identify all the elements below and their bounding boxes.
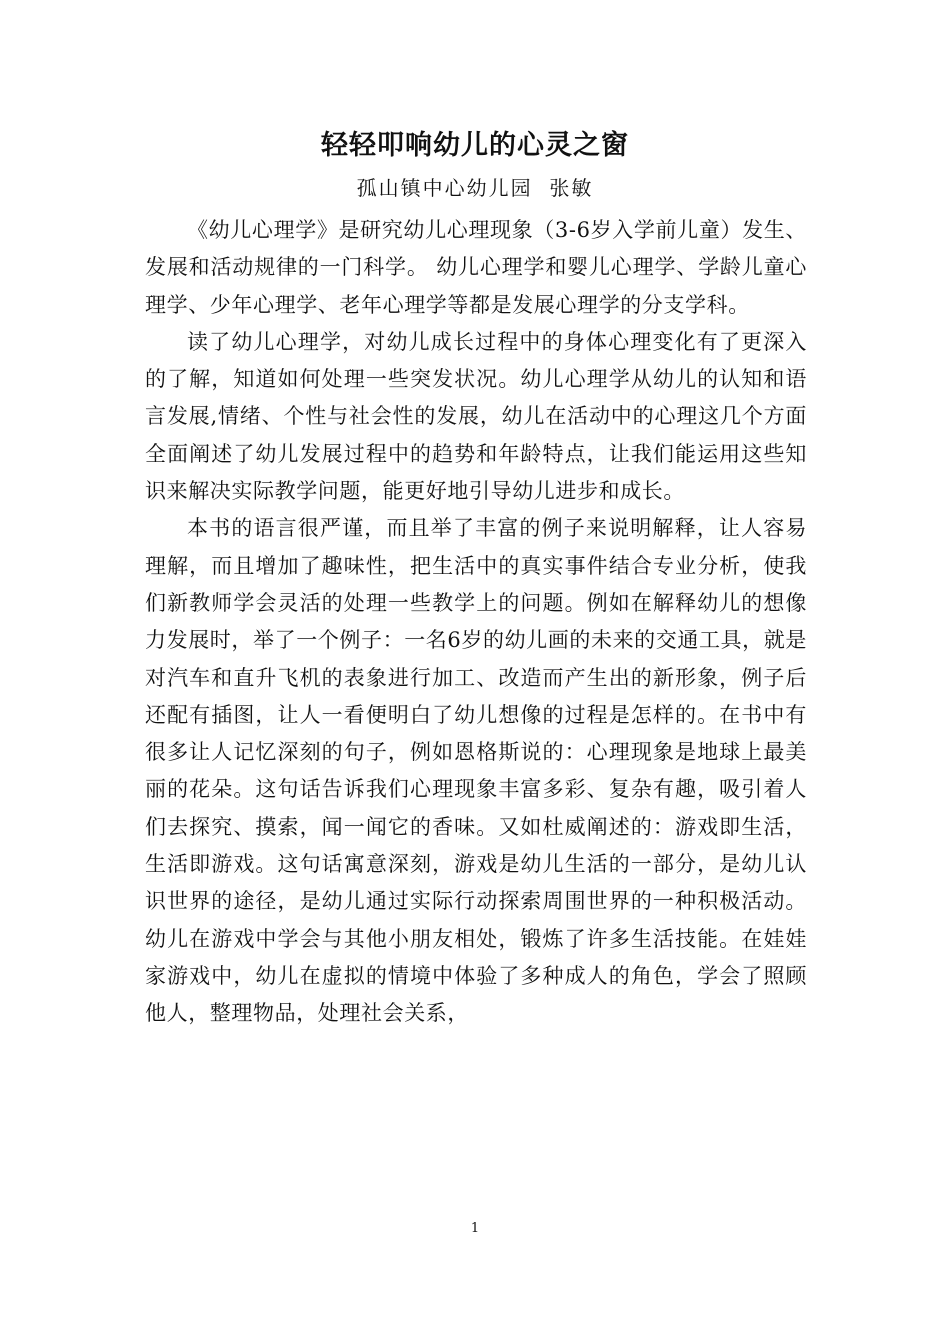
paragraph-reading-impression: 读了幼儿心理学，对幼儿成长过程中的身体心理变化有了更深入的了解，知道如何处理一些突发状况。幼儿心理学从幼儿的认知和语言发展,情绪、个性与社会性的发展，幼儿在活动中的心理这几个方面全面阐述了幼儿发展过程中的趋势和年龄特点，让我们能运用这些知识来解决实际教学问题，能更好地引导幼儿进步和成长。 (145, 329, 807, 504)
author-byline: 孤山镇中心幼儿园 张敏 (356, 176, 594, 200)
page-number: 1 (470, 1221, 480, 1236)
paragraph-intro: 《幼儿心理学》是研究幼儿心理现象（3-6岁入学前儿童）发生、发展和活动规律的一门科学。 幼儿心理学和婴儿心理学、学龄儿童心理学、少年心理学、老年心理学等都是发展心理学的分支学科。 (145, 218, 807, 317)
page-title: 轻轻叩响幼儿的心灵之窗 (321, 130, 629, 161)
body-text (145, 212, 807, 1033)
paragraph-book-language: 本书的语言很严谨，而且举了丰富的例子来说明解释，让人容易理解，而且增加了趣味性，把生活中的真实事件结合专业分析，使我们新教师学会灵活的处理一些教学上的问题。例如在解释幼儿的想像力发展时，举了一个例子：一名6岁的幼儿画的未来的交通工具，就是对汽车和直升飞机的表象进行加工、改造而产生出的新形象，例子后还配有插图，让人一看便明白了幼儿想像的过程是怎样的。在书中有很多让人记忆深刻的句子，例如恩格斯说的：心理现象是地球上最美丽的花朵。这句话告诉我们心理现象丰富多彩、复杂有趣，吸引着人们去探究、摸索，闻一闻它的香味。又如杜威阐述的：游戏即生活，生活即游戏。这句话寓意深刻，游戏是幼儿生活的一部分，是幼儿认识世界的途径，是幼儿通过实际行动探索周围世界的一种积极活动。幼儿在游戏中学会与其他小朋友相处，锻炼了许多生活技能。在娃娃家游戏中，幼儿在虚拟的情境中体验了多种成人的角色，学会了照顾他人，整理物品，处理社会关系， (145, 516, 807, 1026)
